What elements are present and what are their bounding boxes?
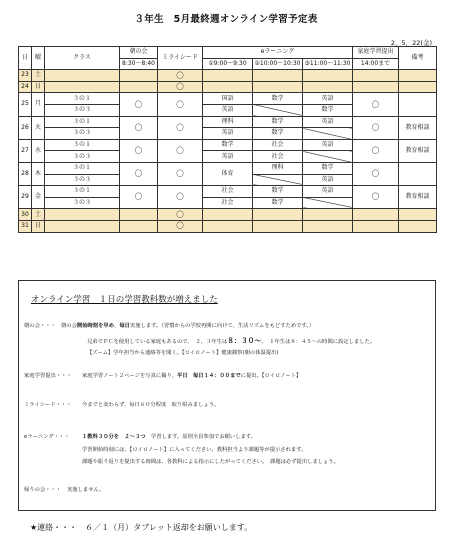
table-cell: 数学 — [253, 93, 303, 105]
table-cell: 〇 — [120, 162, 158, 185]
table-cell — [399, 81, 437, 93]
table-row — [19, 209, 437, 221]
table-cell: 数学 — [253, 197, 303, 209]
table-cell — [303, 209, 353, 221]
table-cell — [120, 81, 158, 93]
header-el1: ①9:00～9:30 — [203, 58, 253, 70]
table-cell — [399, 93, 437, 116]
homework-label: 家庭学習提出・・・ — [24, 373, 72, 379]
table-cell: 理科 — [253, 162, 303, 174]
table-cell: 〇 — [158, 70, 203, 82]
table-cell: 数学 — [303, 104, 353, 116]
table-cell: 〇 — [158, 139, 203, 162]
table-cell: 数学 — [253, 116, 303, 128]
schedule-table — [18, 46, 437, 233]
header-class: クラス — [45, 47, 120, 70]
table-cell — [120, 220, 158, 232]
table-cell: ３の１ — [45, 139, 120, 151]
table-row — [19, 70, 437, 82]
morning-line-1: 朝の会開始時刻を早め、毎日実施します。（習慣からの学校再開に向けて、生活リズムをもどすためです。） — [61, 323, 315, 329]
table-cell — [353, 81, 399, 93]
table-cell — [353, 209, 399, 221]
table-cell: 社会 — [203, 186, 253, 198]
table-row — [19, 220, 437, 232]
table-row — [19, 139, 437, 151]
header-el3: ③11:00～11:30 — [303, 58, 353, 70]
table-cell: ３の１ — [45, 162, 120, 174]
table-cell — [303, 151, 353, 163]
table-cell: 数学 — [203, 139, 253, 151]
header-elearning: eラーニング — [203, 47, 353, 59]
table-cell — [303, 220, 353, 232]
table-cell: 水 — [32, 139, 45, 162]
table-cell: 〇 — [353, 162, 399, 185]
table-cell — [399, 162, 437, 185]
table-cell: 数学 — [253, 186, 303, 198]
table-cell: 教育相談 — [399, 139, 437, 162]
table-cell: 木 — [32, 162, 45, 185]
header-morning: 朝の会 — [120, 47, 158, 59]
table-cell — [303, 128, 353, 140]
table-cell — [253, 81, 303, 93]
header-el2: ②10:00～10:30 — [253, 58, 303, 70]
table-cell: 社会 — [253, 139, 303, 151]
header-remarks: 備考 — [399, 47, 437, 70]
table-cell: 29 — [19, 186, 32, 209]
table-cell — [203, 81, 253, 93]
table-cell: ３の３ — [45, 174, 120, 186]
morning-line-2: 兄弟でＰＣを使用している家庭もあるので、 ２，３年生は８：３０～、 １年生は８：４５～の時間に設定しました。 — [87, 337, 376, 345]
table-cell — [253, 220, 303, 232]
table-cell: ３の３ — [45, 197, 120, 209]
table-cell: 金 — [32, 186, 45, 209]
table-cell — [45, 81, 120, 93]
table-cell: 〇 — [158, 209, 203, 221]
notice-title: オンライン学習 １日の学習教科数が増えました — [31, 295, 218, 305]
table-cell — [253, 70, 303, 82]
table-row — [19, 116, 437, 128]
table-cell: 27 — [19, 139, 32, 162]
table-cell — [399, 209, 437, 221]
morning-label: 朝の会・・・ — [24, 323, 56, 329]
table-cell: 英語 — [303, 93, 353, 105]
table-cell: 体育 — [203, 162, 253, 185]
table-cell — [45, 70, 120, 82]
table-cell: 31 — [19, 220, 32, 232]
table-cell — [303, 81, 353, 93]
table-cell: 英語 — [203, 151, 253, 163]
table-cell — [120, 70, 158, 82]
table-cell: 土 — [32, 209, 45, 221]
table-cell: 25 — [19, 93, 32, 116]
table-cell: 土 — [32, 70, 45, 82]
table-cell — [399, 70, 437, 82]
table-cell: 〇 — [353, 116, 399, 139]
table-row — [19, 93, 437, 105]
table-cell: 23 — [19, 70, 32, 82]
notice-box — [18, 280, 436, 511]
table-cell: 〇 — [158, 81, 203, 93]
table-cell: ３の３ — [45, 128, 120, 140]
table-cell: 〇 — [158, 186, 203, 209]
header-mirai: ミライシード — [158, 47, 203, 70]
table-cell — [253, 174, 303, 186]
table-cell: 〇 — [120, 116, 158, 139]
table-cell: ３の３ — [45, 104, 120, 116]
table-cell: 英語 — [203, 104, 253, 116]
table-cell: 英語 — [303, 139, 353, 151]
morning-line-3: 【ズーム】学年担当から連絡等を聞く。【ロイロノート】健康観察(朝の体温提出) — [87, 350, 279, 356]
table-cell: 日 — [32, 220, 45, 232]
evening-label: 帰りの会・・・ — [24, 487, 62, 493]
elearning-line-3: 課題や振り返りを提出する時間は、各教科による指示にしたがってください。 課題は必ず提出しましょう。 — [82, 459, 339, 465]
mirai-text: 今までと変わらず、毎日６０分程度 取り組みましょう。 — [82, 402, 220, 408]
table-cell: 26 — [19, 116, 32, 139]
table-cell: 理科 — [203, 116, 253, 128]
table-row — [19, 81, 437, 93]
table-cell — [353, 220, 399, 232]
table-cell: 30 — [19, 209, 32, 221]
table-cell: 〇 — [158, 162, 203, 185]
table-cell — [303, 197, 353, 209]
table-cell: 〇 — [120, 186, 158, 209]
table-cell: 〇 — [158, 220, 203, 232]
table-cell: 英語 — [203, 128, 253, 140]
table-cell — [303, 70, 353, 82]
table-cell — [120, 209, 158, 221]
footer-note: ★連絡・・・ ６／１（月）タブレット返却をお願いします。 — [30, 523, 253, 532]
table-cell: 教育相談 — [399, 186, 437, 209]
table-cell: 社会 — [203, 197, 253, 209]
table-cell: 教育相談 — [399, 116, 437, 139]
mirai-label: ミライシード・・・ — [24, 402, 72, 408]
table-cell: 〇 — [353, 93, 399, 116]
table-cell — [203, 209, 253, 221]
header-day: 日 — [19, 47, 32, 70]
homework-text: 家庭学習ノート２ページを写真に撮り、平日 毎日１４：００までに提出。【ロイロノート】 — [82, 373, 302, 379]
header-submit: 家庭学習提出 — [353, 47, 399, 59]
table-cell — [203, 220, 253, 232]
table-cell: ３の１ — [45, 93, 120, 105]
table-cell: 火 — [32, 116, 45, 139]
table-cell: 英語 — [303, 174, 353, 186]
date-label: 2，5，22(金) — [390, 39, 432, 47]
table-cell: 〇 — [353, 139, 399, 162]
table-cell: ３の１ — [45, 186, 120, 198]
elearning-line-1: １教科３０分を ２～３つ 学習します。原則全員参加でお願いします。 — [82, 434, 256, 440]
table-cell: 〇 — [120, 139, 158, 162]
table-cell — [45, 209, 120, 221]
table-cell — [203, 70, 253, 82]
table-cell — [399, 220, 437, 232]
table-cell: 数学 — [253, 128, 303, 140]
table-cell: ３の３ — [45, 151, 120, 163]
table-cell: 社会 — [253, 151, 303, 163]
table-row — [19, 186, 437, 198]
page-title: ３年生 5月最終週オンライン学習予定表 — [134, 14, 318, 25]
elearning-label: eラーニング・・・ — [24, 434, 70, 440]
table-cell — [253, 209, 303, 221]
header-weekday: 曜 — [32, 47, 45, 70]
table-cell — [45, 220, 120, 232]
table-cell: 英語 — [303, 116, 353, 128]
table-cell: 〇 — [120, 93, 158, 116]
header-submit-time: 14:00まで — [353, 58, 399, 70]
table-cell: 〇 — [353, 186, 399, 209]
table-cell: 英語 — [303, 186, 353, 198]
table-cell — [353, 70, 399, 82]
table-cell: 国語 — [203, 93, 253, 105]
table-cell: 〇 — [158, 116, 203, 139]
header-morning-time: 8:30～8:40 — [120, 58, 158, 70]
table-cell — [253, 104, 303, 116]
table-cell: 月 — [32, 93, 45, 116]
table-cell: 24 — [19, 81, 32, 93]
table-cell: 数学 — [303, 162, 353, 174]
table-cell: 〇 — [158, 93, 203, 116]
table-cell: 日 — [32, 81, 45, 93]
evening-text: 実施しません。 — [67, 487, 105, 493]
table-row — [19, 162, 437, 174]
elearning-line-2: 学習開始時刻には、【ロイロノート】に入ってください。教科担当より課題等が提示されます。 — [82, 447, 307, 453]
header-row — [19, 47, 437, 59]
table-cell: 28 — [19, 162, 32, 185]
table-cell: ３の１ — [45, 116, 120, 128]
